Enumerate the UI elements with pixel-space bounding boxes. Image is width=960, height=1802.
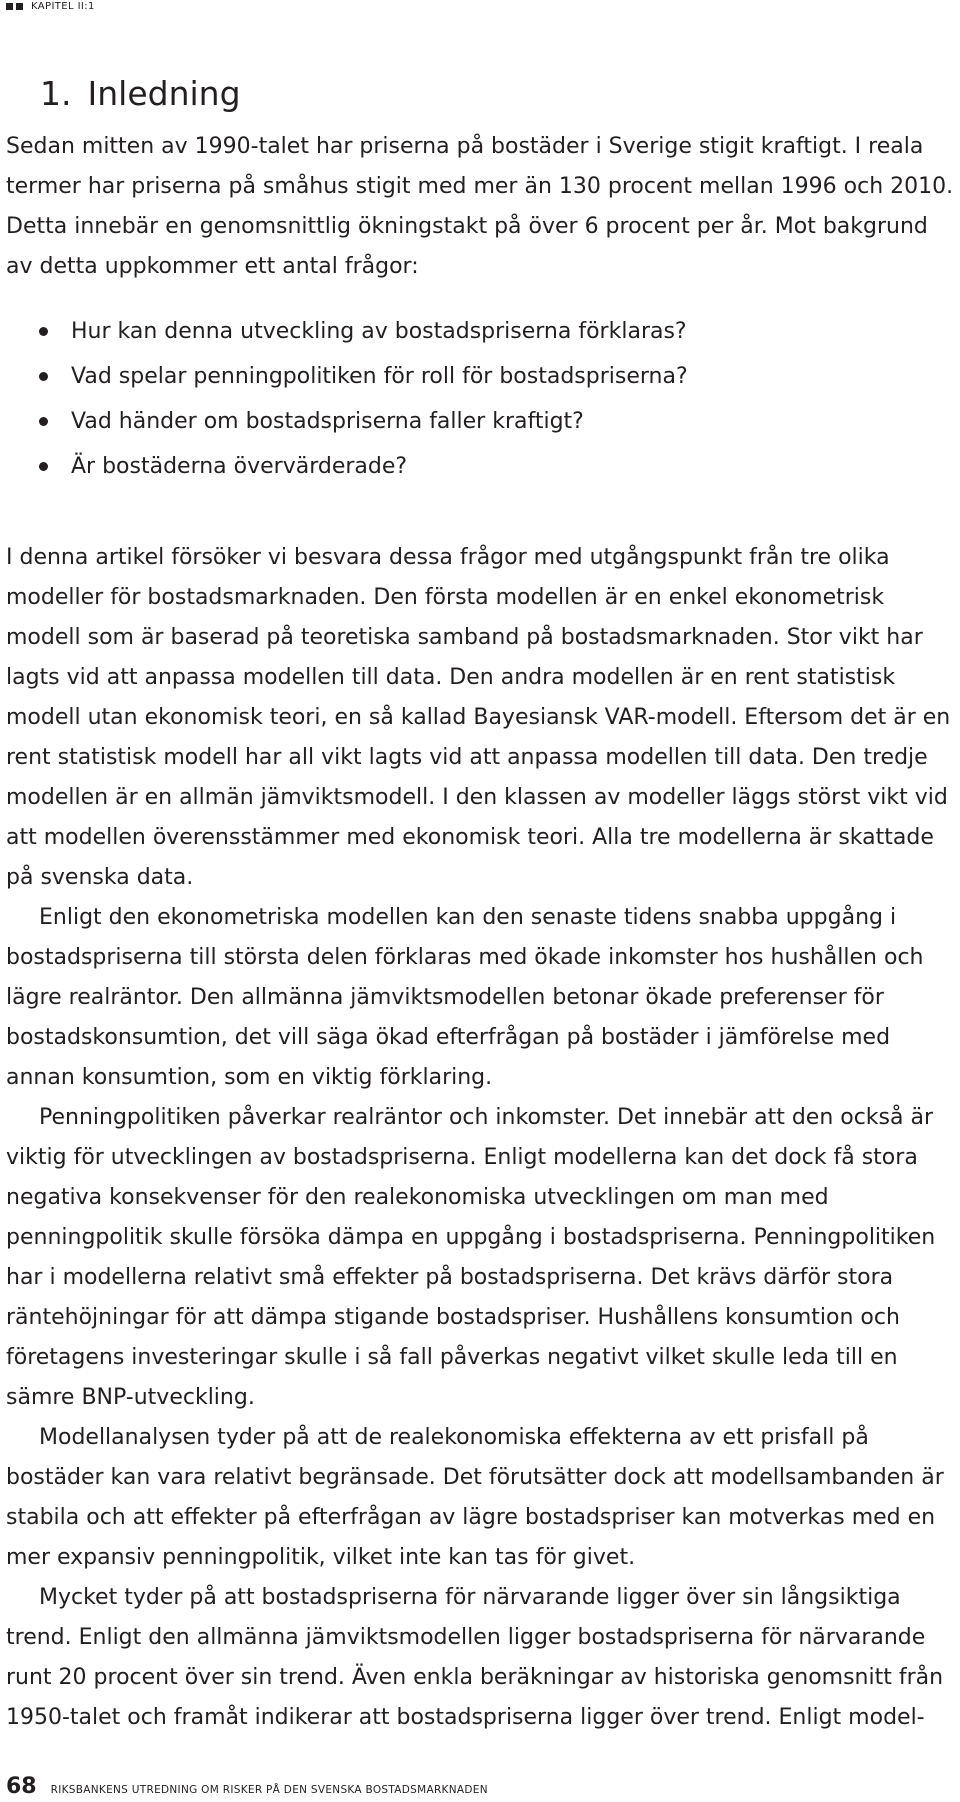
chapter-label-text: KAPITEL II:1 [31,0,95,12]
running-title: RIKSBANKENS UTREDNING OM RISKER PÅ DEN SVENSKA BOSTADSMARKNADEN [50,1784,488,1796]
page-footer [6,1774,488,1799]
paragraph: Enligt den ekonometriska modellen kan den senaste tidens snabba uppgång i bostadspriserna till största delen förklaras med ökade inkomster hos hushållen och lägre realräntor. Den allmänna jämviktsmodellen betonar ökade preferenser för bostadskonsumtion, det vill säga ökad efterfrågan på bostäder i jämförelse med annan konsumtion, som en viktig förklaring. [6,905,924,1090]
section-title: Inledning [87,74,241,113]
question-list [6,312,688,492]
paragraph: Penningpolitiken påverkar realräntor och inkomster. Det innebär att den också är viktig för utvecklingen av bostadspriserna. Enligt modellerna kan det dock få stora negativa konsekvenser för den realekonomiska utvecklingen om man med penningpolitik skulle försöka dämpa en uppgång i bostadspriserna. Penningpolitiken har i modellerna relativt små effekter på bostadspriserna. Det krävs därför stora räntehöjningar för att dämpa stigande bostadspriser. Hushållens konsumtion och företagens investeringar skulle i så fall påverkas negativt vilket skulle leda till en sämre BNP-utveckling. [6,1105,936,1410]
question-text: Vad händer om bostadspriserna faller kraftigt? [71,409,584,434]
list-item [6,312,688,357]
list-item [6,447,688,492]
intro-paragraph: Sedan mitten av 1990-talet har priserna på bostäder i Sverige stigit kraftigt. I reala termer har priserna på småhus stigit med mer än 130 procent mellan 1996 och 2010. Detta innebär en genomsnittlig ökningstakt på över 6 procent per år. Mot bakgrund av detta uppkommer ett antal frågor: [6,134,954,279]
bullet-icon [39,372,48,381]
paragraph: Modellanalysen tyder på att de realekonomiska effekterna av ett prisfall på bostäder kan vara relativt begränsade. Det förutsätter dock att modellsambanden är stabila och att effekter på efterfrågan av lägre bostadspriser kan motverkas med en mer expansiv penningpolitik, vilket inte kan tas för givet. [6,1425,944,1570]
bullet-icon [39,327,48,336]
question-text: Är bostäderna övervärderade? [71,454,408,479]
section-number: 1. [40,74,72,113]
section-heading [40,74,241,114]
article-body [6,538,956,1738]
list-item [6,357,688,402]
page-number: 68 [6,1774,37,1799]
bullet-icon [39,462,48,471]
bullet-icon [39,417,48,426]
question-text: Hur kan denna utveckling av bostadspriserna förklaras? [71,319,687,344]
list-item [6,402,688,447]
chapter-label [6,0,95,12]
paragraph: Mycket tyder på att bostadspriserna för närvarande ligger över sin långsiktiga trend. Enligt den allmänna jämviktsmodellen ligger bostadspriserna för närvarande runt 20 procent över sin trend. Även enkla beräkningar av historiska genomsnitt från 1950-talet och framåt indikerar att bostadspriserna ligger över trend. Enligt model- [6,1585,944,1730]
chapter-marker-icon [6,3,23,10]
paragraph: I denna artikel försöker vi besvara dessa frågor med utgångspunkt från tre olika modeller för bostadsmarknaden. Den första modellen är en enkel ekonometrisk modell som är baserad på teoretiska samband på bostadsmarknaden. Stor vikt har lagts vid att anpassa modellen till data. Den andra modellen är en rent statistisk modell utan ekonomisk teori, en så kallad Bayesiansk VAR-modell. Eftersom det är en rent statistisk modell har all vikt lagts vid att anpassa modellen till data. Den tredje modellen är en allmän jämviktsmodell. I den klassen av modeller läggs störst vikt vid att modellen överensstämmer med ekonomisk teori. Alla tre modellerna är skattade på svenska data. [6,545,951,890]
question-text: Vad spelar penningpolitiken för roll för bostadspriserna? [71,364,688,389]
